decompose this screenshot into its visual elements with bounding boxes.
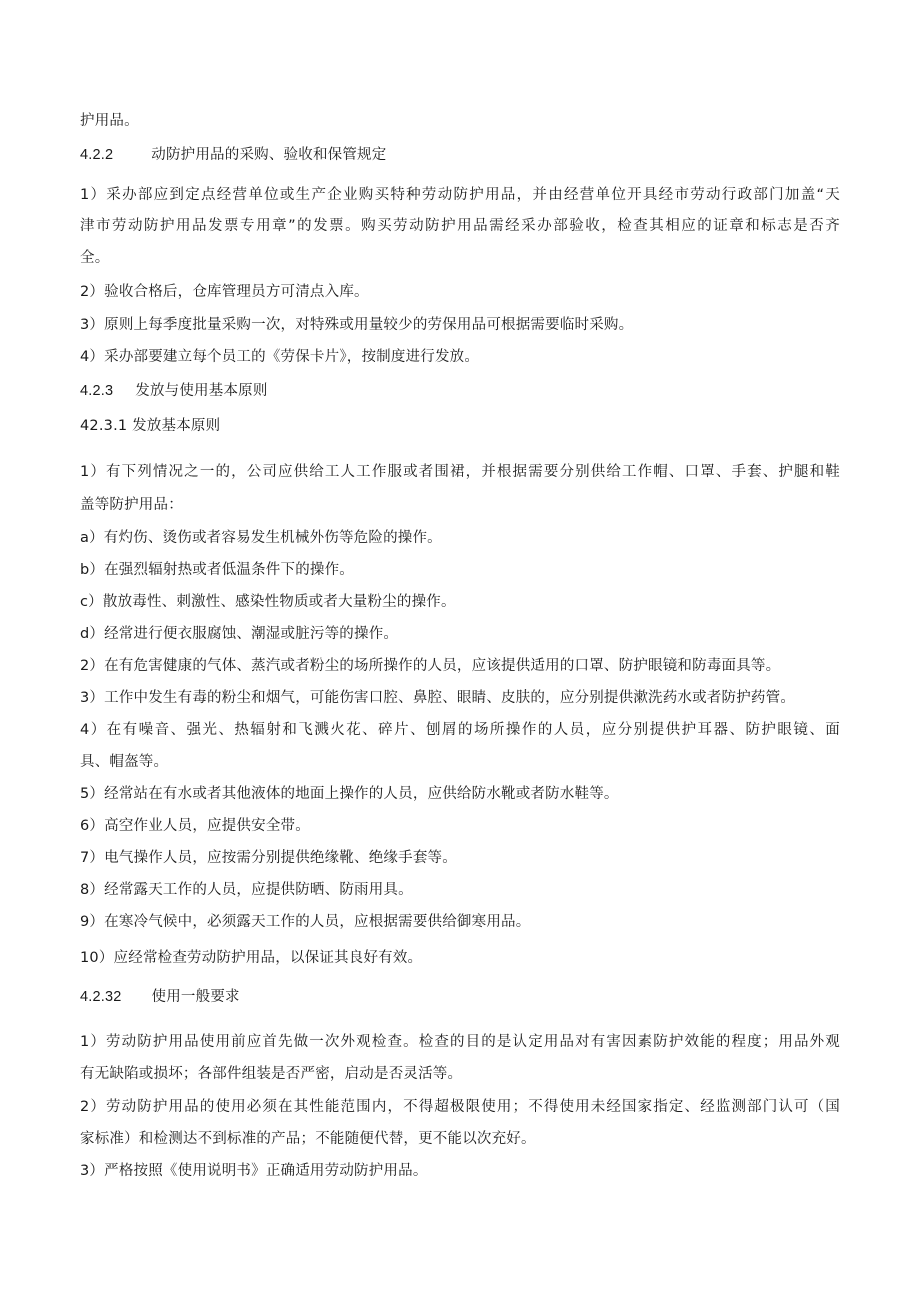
text-line: 津市劳动防护用品发票专用章”的发票。购买劳动防护用品需经采办部验收，检查其相应的证章和标志是否齐 [80,218,840,234]
text-line: 护用品。 [80,113,139,129]
text-line: 4）在有噪音、强光、热辐射和飞溅火花、碎片、刨屑的场所操作的人员，应分别提供护耳器、防护眼镜、面 [80,722,840,738]
text-line: d）经常进行便衣服腐蚀、潮湿或脏污等的操作。 [80,626,399,642]
text-line: 2）验收合格后，仓库管理员方可清点入库。 [80,284,369,300]
section-title: 动防护用品的采购、验收和保管规定 [151,147,387,163]
text-line: 3）严格按照《使用说明书》正确适用劳动防护用品。 [80,1163,428,1179]
text-line: c）散放毒性、刺激性、感染性物质或者大量粉尘的操作。 [80,594,456,610]
text-line: 家标准）和检测达不到标准的产品；不能随便代替，更不能以次充好。 [80,1131,536,1147]
text-line: 3）工作中发生有毒的粉尘和烟气，可能伤害口腔、鼻腔、眼睛、皮肤的，应分别提供漱洗药水或者防护药管。 [80,690,796,706]
section-heading-4-2-32 [80,987,840,1007]
text-line: 2）劳动防护用品的使用必须在其性能范围内，不得超极限使用；不得使用未经国家指定、经监测部门认可（国 [80,1099,840,1115]
text-line: 8）经常露天工作的人员，应提供防晒、防雨用具。 [80,882,413,898]
section-heading-4-2-3 [80,381,840,401]
text-line: 有无缺陷或损坏；各部件组装是否严密，启动是否灵活等。 [80,1066,463,1082]
text-line: 3）原则上每季度批量采购一次，对特殊或用量较少的劳保用品可根据需要临时采购。 [80,317,634,333]
text-line: 2）在有危害健康的气体、蒸汽或者粉尘的场所操作的人员，应该提供适用的口罩、防护眼镜和防毒面具等。 [80,658,781,674]
section-heading-4-2-2 [80,145,840,165]
subsection-heading: 42.3.1 发放基本原则 [80,418,221,434]
section-number: 4.2.32 [80,989,122,1005]
text-line: b）在强烈辐射热或者低温条件下的操作。 [80,562,355,578]
section-number: 4.2.3 [80,383,114,399]
text-line: 9）在寒冷气候中，必须露天工作的人员，应根据需要供给御寒用品。 [80,914,531,930]
text-line: 6）高空作业人员，应提供安全带。 [80,818,310,834]
text-line: 1）有下列情况之一的，公司应供给工人工作服或者围裙，并根据需要分别供给工作帽、口罩、手套、护腿和鞋 [80,464,840,480]
text-line: 盖等防护用品： [80,497,183,513]
text-line: 4）采办部要建立每个员工的《劳保卡片》，按制度进行发放。 [80,349,480,365]
text-line: 1）劳动防护用品使用前应首先做一次外观检查。检查的目的是认定用品对有害因素防护效能的程度；用品外观 [80,1034,840,1050]
section-title: 使用一般要求 [151,989,240,1005]
text-line: 具、帽盔等。 [80,754,169,770]
text-line: a）有灼伤、烫伤或者容易发生机械外伤等危险的操作。 [80,530,442,546]
text-line: 5）经常站在有水或者其他液体的地面上操作的人员，应供给防水靴或者防水鞋等。 [80,786,619,802]
text-line: 1）采办部应到定点经营单位或生产企业购买特种劳动防护用品，并由经营单位开具经市劳动行政部门加盖“天 [80,187,840,203]
section-number: 4.2.2 [80,147,114,163]
text-line: 7）电气操作人员，应按需分别提供绝缘靴、绝缘手套等。 [80,850,457,866]
text-line: 全。 [80,250,110,266]
text-line: 10）应经常检查劳动防护用品，以保证其良好有效。 [80,950,423,966]
section-title: 发放与使用基本原则 [135,383,268,399]
